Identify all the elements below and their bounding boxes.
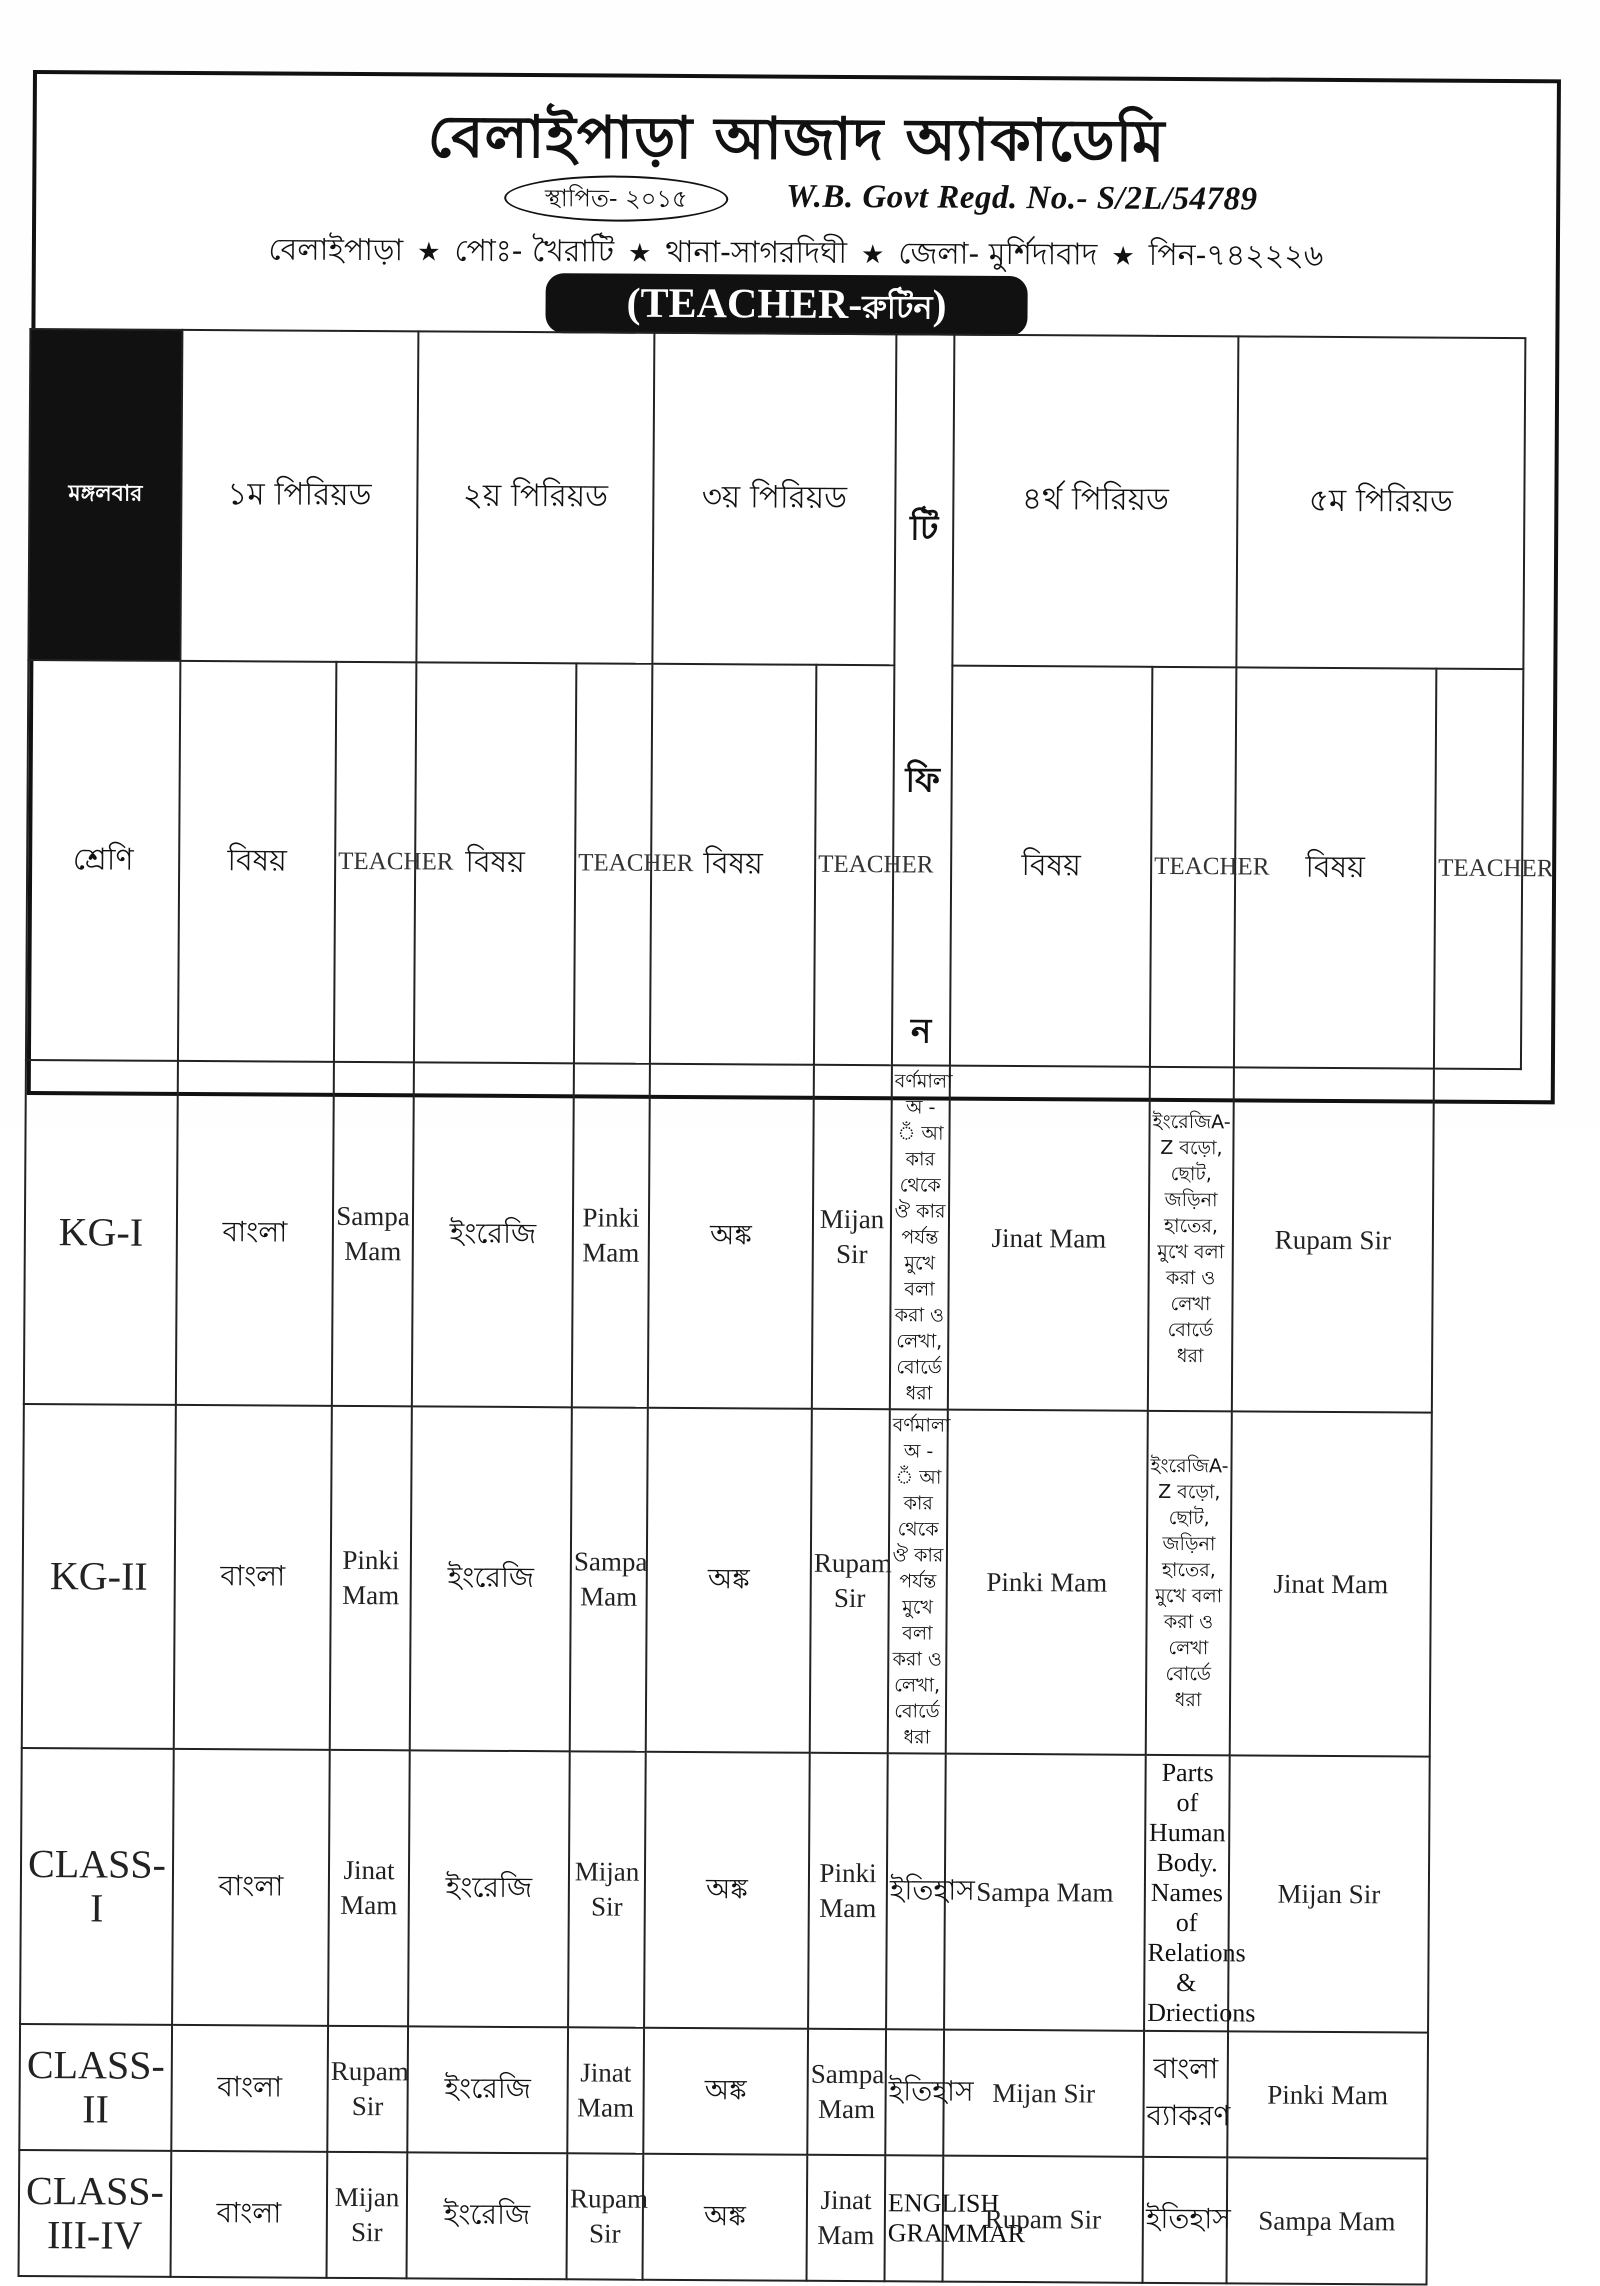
teacher-cell: Mijan Sir <box>568 1751 646 2027</box>
registration-number: W.B. Govt Regd. No.- S/2L/54789 <box>786 178 1258 218</box>
star-icon: ★ <box>1111 241 1135 272</box>
period-2-header: ২য় পিরিয়ড <box>416 331 654 664</box>
day-label: মঙ্গলবার <box>28 329 182 661</box>
subject-cell: ইংরেজি <box>407 2152 568 2279</box>
subject-column-header: বিষয় <box>414 663 576 1064</box>
table-row <box>24 1060 1521 1413</box>
subject-cell: ইংরেজিA-Z বড়ো, ছোট, জড়িনা হাতের, মুখে বলা করা ও লেখা বোর্ডে ধরা <box>1146 1411 1232 1756</box>
subject-cell: ইংরেজি <box>408 1750 570 2027</box>
subject-cell: Parts of Human Body. Names of Relations & Driections <box>1144 1755 1230 2032</box>
subject-column-header: বিষয় <box>650 664 816 1065</box>
table-row <box>19 2024 1515 2159</box>
subject-cell: বর্ণমালা অ - ঁ আ কার থেকে ঔ কার পর্যন্ত মুখে বলা করা ও লেখা, বোর্ডে ধরা <box>890 1065 950 1409</box>
established-badge: স্থাপিত- ২০১৫ <box>504 175 728 222</box>
star-icon: ★ <box>417 236 441 267</box>
teacher-cell: Rupam Sir <box>943 2156 1144 2283</box>
teacher-cell: Sampa Mam <box>332 1062 414 1406</box>
teacher-cell: Rupam Sir <box>327 2026 408 2152</box>
subject-cell: বাংলা <box>171 2151 328 2278</box>
teacher-cell: Pinki Mam <box>1227 2031 1428 2158</box>
teacher-cell: Jinat Mam <box>1230 1411 1432 1756</box>
subject-cell: অঙ্ক <box>643 2154 808 2281</box>
class-name: KG-I <box>24 1060 178 1405</box>
routine-table <box>18 328 1554 2286</box>
teacher-routine-badge <box>545 273 1027 336</box>
class-column-header: শ্রেণি <box>26 660 180 1061</box>
subject-cell: বাংলা <box>171 2025 328 2152</box>
teacher-cell: Mijan Sir <box>1228 1755 1430 2032</box>
subject-cell: ENGLISH GRAMMAR <box>885 2155 944 2281</box>
subject-cell: বাংলা <box>176 1061 334 1406</box>
subject-cell: বাংলা <box>174 1405 332 1750</box>
address-pin: পিন-৭৪২২২৬ <box>1148 237 1324 274</box>
teacher-cell: Rupam Sir <box>1232 1067 1434 1412</box>
subject-column-header: বিষয় <box>950 666 1152 1067</box>
period-4-header: ৪র্থ পিরিয়ড <box>952 335 1238 668</box>
teacher-cell: Mijan Sir <box>943 2030 1144 2157</box>
teacher-column-header: TEACHER <box>814 665 894 1065</box>
teacher-cell: Pinki Mam <box>808 1753 888 2029</box>
address-district: জেলা- মুর্শিদাবাদ <box>898 236 1098 273</box>
teacher-column-header: TEACHER <box>574 664 652 1064</box>
teacher-cell: Jinat Mam <box>567 2027 644 2153</box>
subject-cell: ইতিহাস <box>885 2029 944 2155</box>
teacher-cell: Sampa Mam <box>570 1407 648 1751</box>
subject-cell: অঙ্ক <box>648 1064 814 1409</box>
teacher-cell: Jinat Mam <box>328 1750 410 2026</box>
subject-cell: অঙ্ক <box>646 1408 812 1753</box>
address-village: বেলাইপাড়া <box>268 232 404 269</box>
subject-cell: ইতিহাস <box>1143 2157 1228 2284</box>
teacher-cell: Pinki Mam <box>946 1410 1148 1755</box>
subject-cell: বাংলা <box>172 1749 330 2026</box>
class-name: KG-II <box>22 1404 176 1749</box>
subject-cell: ইংরেজিA-Z বড়ো, ছোট, জড়িনা হাতের, মুখে বলা করা ও লেখা বোর্ডে ধরা <box>1148 1067 1234 1412</box>
table-row <box>20 1748 1517 2033</box>
teacher-column-header: TEACHER <box>1434 669 1523 1069</box>
teacher-column-header: TEACHER <box>334 662 416 1062</box>
star-icon: ★ <box>627 238 652 269</box>
class-name: CLASS-II <box>19 2024 172 2151</box>
badge-routine-word: রুটিন <box>862 288 933 327</box>
period-5-header: ৫ম পিরিয়ড <box>1236 336 1525 669</box>
subject-column-header: বিষয় <box>178 661 336 1062</box>
star-icon: ★ <box>860 239 885 270</box>
subject-cell: অঙ্ক <box>644 1752 810 2029</box>
teacher-cell: Sampa Mam <box>944 1754 1146 2031</box>
teacher-cell: Sampa Mam <box>1227 2157 1428 2284</box>
teacher-cell: Pinki Mam <box>330 1406 412 1750</box>
period-3-header: ৩য় পিরিয়ড <box>652 333 896 666</box>
teacher-cell: Pinki Mam <box>572 1063 650 1407</box>
badge-open: (TEACHER- <box>626 280 863 329</box>
address-police-station: থানা-সাগরদিঘী <box>665 234 848 271</box>
tiffin-column <box>892 334 954 1065</box>
class-name: CLASS-I <box>20 1748 174 2025</box>
table-row <box>19 2150 1515 2285</box>
teacher-cell: Jinat Mam <box>948 1066 1150 1411</box>
teacher-cell: Rupam Sir <box>810 1409 890 1753</box>
subject-cell: ইংরেজি <box>407 2026 568 2153</box>
subject-cell: বাংলা ব্যাকরণ <box>1143 2031 1228 2158</box>
teacher-column-header: TEACHER <box>1150 667 1236 1067</box>
teacher-cell: Sampa Mam <box>807 2029 886 2155</box>
subject-column-header: বিষয় <box>1234 668 1436 1069</box>
tiffin-letter-3: ন <box>910 1011 932 1052</box>
table-row <box>22 1404 1519 1757</box>
subject-cell: ইংরেজি <box>410 1406 572 1751</box>
period-1-header: ১ম পিরিয়ড <box>180 330 418 663</box>
tiffin-letter-2: ফি <box>905 759 941 801</box>
teacher-cell: Rupam Sir <box>567 2153 644 2279</box>
subject-cell: ইংরেজি <box>412 1062 574 1407</box>
school-name: বেলাইপাড়া আজাদ অ্যাকাডেমি <box>427 102 1166 175</box>
tiffin-letter-1: টি <box>909 508 939 549</box>
subject-cell: অঙ্ক <box>643 2028 808 2155</box>
subject-cell: বর্ণমালা অ - ঁ আ কার থেকে ঔ কার পর্যন্ত মুখে বলা করা ও লেখা, বোর্ডে ধরা <box>888 1409 948 1753</box>
teacher-cell: Mijan Sir <box>327 2152 408 2278</box>
subject-cell: ইতিহাস <box>886 1753 946 2029</box>
teacher-cell: Mijan Sir <box>812 1065 892 1409</box>
routine-frame <box>26 70 1561 2258</box>
teacher-cell: Jinat Mam <box>807 2155 886 2281</box>
address-post: পোঃ- খৈরাটি <box>454 233 615 270</box>
class-name: CLASS-III-IV <box>19 2150 172 2277</box>
badge-close: ) <box>932 282 947 329</box>
